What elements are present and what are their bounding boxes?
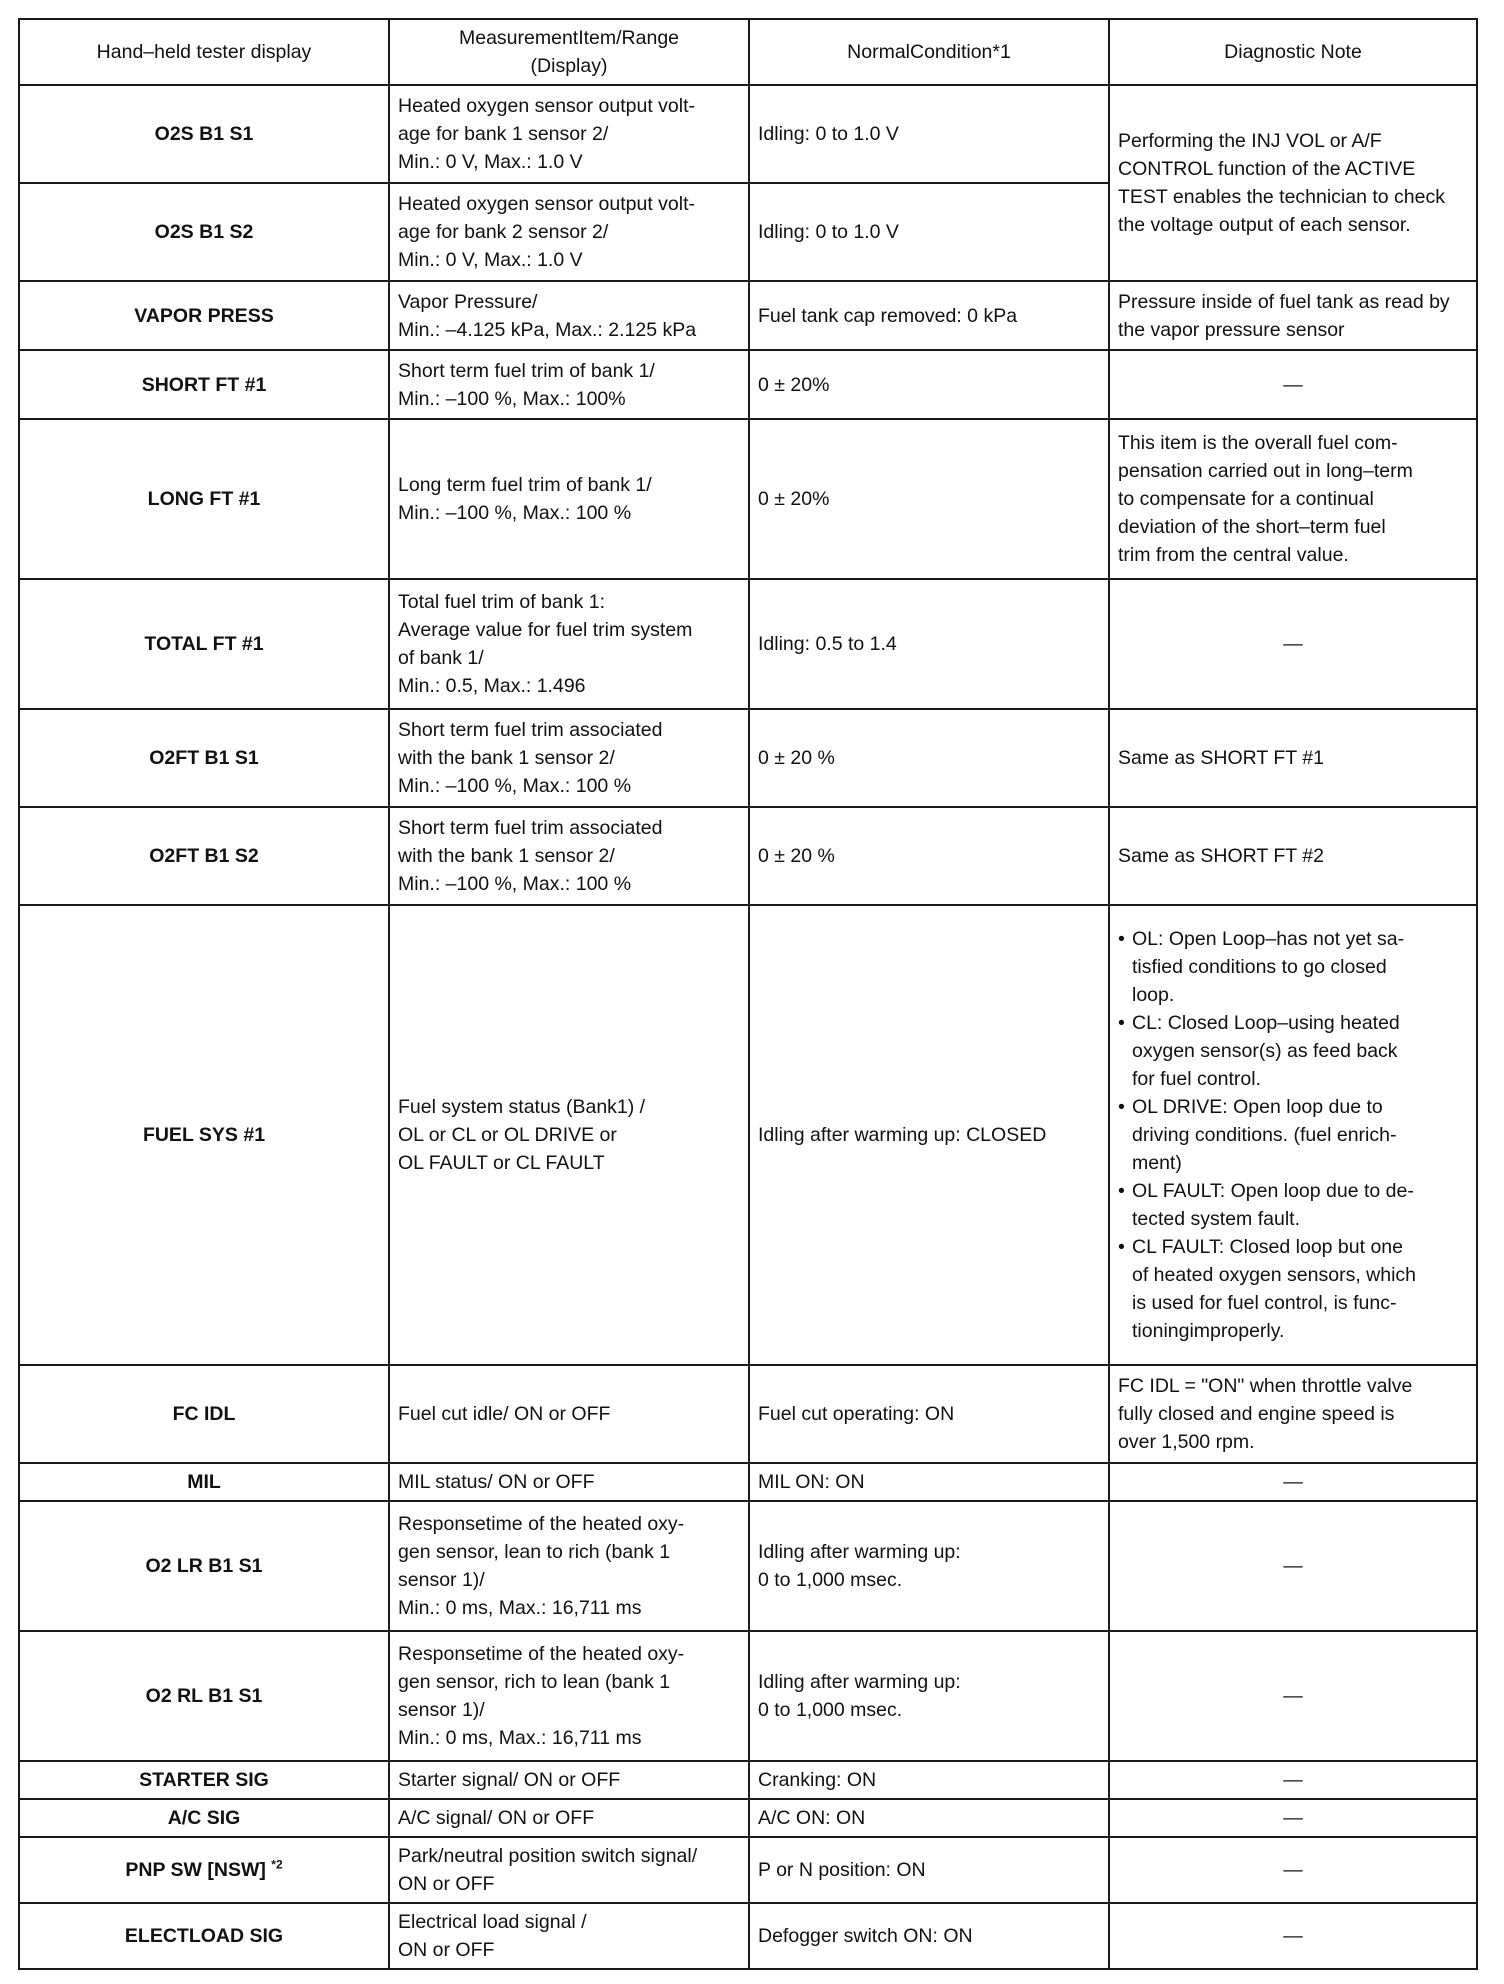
header-diagnostic-note: Diagnostic Note: [1109, 19, 1477, 85]
row-measurement-item: Fuel cut idle/ ON or OFF: [389, 1365, 749, 1463]
row-display: STARTER SIG: [19, 1761, 389, 1799]
row-display: TOTAL FT #1: [19, 579, 389, 709]
row-display: O2S B1 S1: [19, 85, 389, 183]
row-measurement-item: Starter signal/ ON or OFF: [389, 1761, 749, 1799]
row-display: O2S B1 S2: [19, 183, 389, 281]
row-normal-condition: Idling: 0.5 to 1.4: [749, 579, 1109, 709]
table-row: [19, 709, 1477, 807]
row-measurement-item: Long term fuel trim of bank 1/ Min.: –100 %, Max.: 100 %: [389, 419, 749, 579]
row-measurement-item: A/C signal/ ON or OFF: [389, 1799, 749, 1837]
row-measurement-item: Total fuel trim of bank 1: Average value for fuel trim system of bank 1/ Min.: 0.5, Max.: 1.496: [389, 579, 749, 709]
row-normal-condition: Defogger switch ON: ON: [749, 1903, 1109, 1969]
fuel-sys-note-list: [1118, 925, 1468, 1345]
row-diagnostic-note: This item is the overall fuel com- pensation carried out in long–term to compensate for a continual deviation of the short–term fuel trim from the central value.: [1109, 419, 1477, 579]
table-row: [19, 419, 1477, 579]
row-normal-condition: 0 ± 20%: [749, 350, 1109, 419]
list-item: • OL DRIVE: Open loop due to driving conditions. (fuel enrich- ment): [1118, 1093, 1468, 1177]
row-display: ELECTLOAD SIG: [19, 1903, 389, 1969]
row-diagnostic-note: —: [1109, 1903, 1477, 1969]
header-measurement-item: MeasurementItem/Range (Display): [389, 19, 749, 85]
row-display: LONG FT #1: [19, 419, 389, 579]
row-diagnostic-note: Same as SHORT FT #1: [1109, 709, 1477, 807]
header-tester-display: Hand–held tester display: [19, 19, 389, 85]
row-diagnostic-note: —: [1109, 1501, 1477, 1631]
list-item: • CL FAULT: Closed loop but one of heated oxygen sensors, which is used for fuel control, is func- tioningimproperly.: [1118, 1233, 1468, 1345]
header-row: [19, 19, 1477, 85]
table-row: [19, 579, 1477, 709]
row-measurement-item: Heated oxygen sensor output volt- age for bank 1 sensor 2/ Min.: 0 V, Max.: 1.0 V: [389, 85, 749, 183]
table-row: [19, 1463, 1477, 1501]
row-measurement-item: Responsetime of the heated oxy- gen sensor, rich to lean (bank 1 sensor 1)/ Min.: 0 ms, Max.: 16,711 ms: [389, 1631, 749, 1761]
row-diagnostic-note: [1109, 905, 1477, 1365]
row-measurement-item: MIL status/ ON or OFF: [389, 1463, 749, 1501]
row-diagnostic-note: —: [1109, 1463, 1477, 1501]
row-display: A/C SIG: [19, 1799, 389, 1837]
row-normal-condition: Cranking: ON: [749, 1761, 1109, 1799]
table-row: [19, 350, 1477, 419]
row-display: FUEL SYS #1: [19, 905, 389, 1365]
row-measurement-item: Responsetime of the heated oxy- gen sensor, lean to rich (bank 1 sensor 1)/ Min.: 0 ms, Max.: 16,711 ms: [389, 1501, 749, 1631]
row-diagnostic-note: —: [1109, 579, 1477, 709]
table-row: [19, 807, 1477, 905]
table-row: [19, 1365, 1477, 1463]
row-normal-condition: MIL ON: ON: [749, 1463, 1109, 1501]
table-row: [19, 1837, 1477, 1903]
row-diagnostic-note: —: [1109, 1761, 1477, 1799]
row-display: O2 RL B1 S1: [19, 1631, 389, 1761]
row-normal-condition: Idling after warming up: 0 to 1,000 msec.: [749, 1631, 1109, 1761]
row-measurement-item: Heated oxygen sensor output volt- age for bank 2 sensor 2/ Min.: 0 V, Max.: 1.0 V: [389, 183, 749, 281]
table-row: [19, 85, 1477, 183]
row-display: O2 LR B1 S1: [19, 1501, 389, 1631]
row-normal-condition: A/C ON: ON: [749, 1799, 1109, 1837]
row-normal-condition: Idling after warming up: CLOSED: [749, 905, 1109, 1365]
table-row: [19, 1761, 1477, 1799]
row-normal-condition: Idling after warming up: 0 to 1,000 msec.: [749, 1501, 1109, 1631]
row-normal-condition: 0 ± 20 %: [749, 709, 1109, 807]
row-display: VAPOR PRESS: [19, 281, 389, 350]
list-item: • CL: Closed Loop–using heated oxygen sensor(s) as feed back for fuel control.: [1118, 1009, 1468, 1093]
row-diagnostic-note: —: [1109, 1631, 1477, 1761]
list-item: • OL FAULT: Open loop due to de- tected system fault.: [1118, 1177, 1468, 1233]
row-normal-condition: P or N position: ON: [749, 1837, 1109, 1903]
row-display: MIL: [19, 1463, 389, 1501]
row-display: [19, 1837, 389, 1903]
row-diagnostic-note: —: [1109, 350, 1477, 419]
header-normal-condition: NormalCondition*1: [749, 19, 1109, 85]
table-row: [19, 905, 1477, 1365]
row-diagnostic-note: Pressure inside of fuel tank as read by the vapor pressure sensor: [1109, 281, 1477, 350]
table-row: [19, 1501, 1477, 1631]
row-display-text: PNP SW [NSW]: [125, 1859, 266, 1881]
row-diagnostic-note: FC IDL = "ON" when throttle valve fully closed and engine speed is over 1,500 rpm.: [1109, 1365, 1477, 1463]
row-diagnostic-note: Same as SHORT FT #2: [1109, 807, 1477, 905]
row-diagnostic-note: —: [1109, 1837, 1477, 1903]
row-measurement-item: Short term fuel trim of bank 1/ Min.: –100 %, Max.: 100%: [389, 350, 749, 419]
table-row: [19, 1631, 1477, 1761]
row-normal-condition: 0 ± 20%: [749, 419, 1109, 579]
page: [18, 18, 1476, 1970]
row-measurement-item: Park/neutral position switch signal/ ON or OFF: [389, 1837, 749, 1903]
table-row: [19, 1903, 1477, 1969]
row-normal-condition: 0 ± 20 %: [749, 807, 1109, 905]
row-display: O2FT B1 S1: [19, 709, 389, 807]
table-row: [19, 1799, 1477, 1837]
row-measurement-item: Fuel system status (Bank1) / OL or CL or OL DRIVE or OL FAULT or CL FAULT: [389, 905, 749, 1365]
row-display: FC IDL: [19, 1365, 389, 1463]
row-measurement-item: Short term fuel trim associated with the bank 1 sensor 2/ Min.: –100 %, Max.: 100 %: [389, 807, 749, 905]
table-row: [19, 281, 1477, 350]
row-normal-condition: Idling: 0 to 1.0 V: [749, 183, 1109, 281]
row-diagnostic-note: Performing the INJ VOL or A/F CONTROL function of the ACTIVE TEST enables the technician to check the voltage output of each sensor.: [1109, 85, 1477, 281]
row-display: O2FT B1 S2: [19, 807, 389, 905]
row-normal-condition: Idling: 0 to 1.0 V: [749, 85, 1109, 183]
data-list-table: [18, 18, 1478, 1970]
row-normal-condition: Fuel tank cap removed: 0 kPa: [749, 281, 1109, 350]
row-display: SHORT FT #1: [19, 350, 389, 419]
row-measurement-item: Short term fuel trim associated with the bank 1 sensor 2/ Min.: –100 %, Max.: 100 %: [389, 709, 749, 807]
list-item: • OL: Open Loop–has not yet sa- tisfied conditions to go closed loop.: [1118, 925, 1468, 1009]
row-measurement-item: Electrical load signal / ON or OFF: [389, 1903, 749, 1969]
row-diagnostic-note: —: [1109, 1799, 1477, 1837]
footnote-marker: *2: [271, 1857, 283, 1872]
row-normal-condition: Fuel cut operating: ON: [749, 1365, 1109, 1463]
row-measurement-item: Vapor Pressure/ Min.: –4.125 kPa, Max.: 2.125 kPa: [389, 281, 749, 350]
